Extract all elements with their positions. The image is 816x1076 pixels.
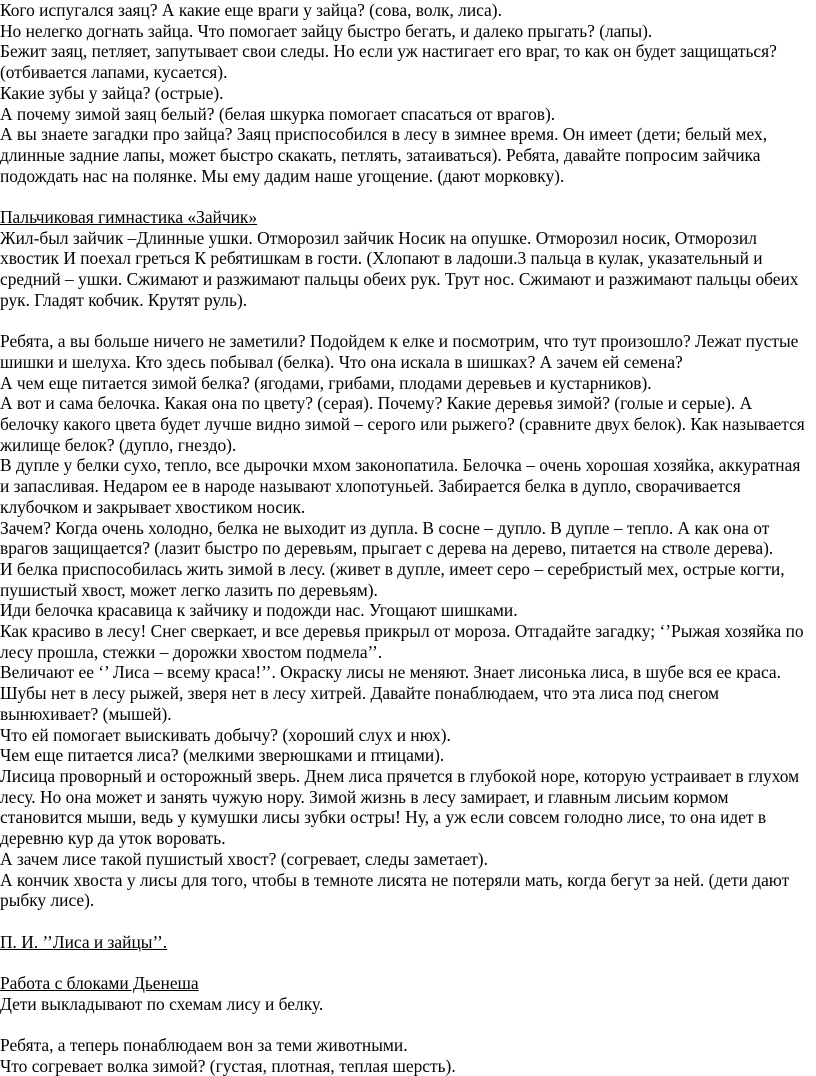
paragraph: Величают ее ‘’ Лиса – всему краса!’’. Окраску лисы не меняют. Знает лисонька лиса, в шубе вся ее краса. Шубы нет в лесу рыжей, зверя нет в лесу хитрей. Давайте понаблюдаем, что эта лиса под снегом вынюхивает? (мышей). (0, 662, 781, 724)
paragraph: А вы знаете загадки про зайца? Заяц приспособился в лесу в зимнее время. Он имеет (дети; белый мех, длинные задние лапы, может быстро скакать, петлять, затаиваться). Ребята, давайте попросим зайчика подождать нас на полянке. Мы ему дадим наше угощение. (дают морковку). (0, 124, 768, 186)
blank-line (0, 1014, 812, 1035)
paragraph: Как красиво в лесу! Снег сверкает, и все деревья прикрыл от мороза. Отгадайте загадку; ‘’Рыжая хозяйка по лесу прошла, стежки – дорожки хвостом подмела’’. (0, 621, 804, 662)
paragraph: А вот и сама белочка. Какая она по цвету? (серая). Почему? Какие деревья зимой? (голые и серые). А белочку какого цвета будет лучше видно зимой – серого или рыжего? (сравните двух белок). Как называется жилище белок? (дупло, гнездо). (0, 393, 805, 455)
paragraph: В дупле у белки сухо, тепло, все дырочки мхом законопатила. Белочка – очень хорошая хозяйка, аккуратная и запасливая. Недаром ее в народе называют хлопотуньей. Забирается белка в дупло, сворачивается клубочком и закрывает хвостиком носик. (0, 455, 801, 517)
paragraph: Чем еще питается лиса? (мелкими зверюшками и птицами). (0, 745, 445, 766)
paragraph: Ребята, а вы больше ничего не заметили? Подойдем к елке и посмотрим, что тут произошло? Лежат пустые шишки и шелуха. Кто здесь побывал (белка). Что она искала в шишках? А зачем ей семена? (0, 331, 799, 372)
section-heading: Пальчиковая гимнастика «Зайчик» (0, 207, 258, 228)
paragraph: А зачем лисе такой пушистый хвост? (согревает, следы заметает). (0, 848, 488, 869)
paragraph: Лисица проворный и осторожный зверь. Днем лиса прячется в глубокой норе, которую устраивает в глухом лесу. Но она может и занять чужую нору. Зимой жизнь в лесу замирает, и главным лисьим кормом становится мыши, ведь у кумушки лисы зубки остры! Ну, а уж если совсем голодно лисе, то она идет в деревню кур да уток воровать. (0, 765, 800, 849)
paragraph: А почему зимой заяц белый? (белая шкурка помогает спасаться от врагов). (0, 103, 556, 124)
paragraph: А кончик хвоста у лисы для того, чтобы в темноте лисята не потеряли мать, когда бегут за ней. (дети дают рыбку лисе). (0, 869, 790, 911)
blank-line (0, 311, 812, 332)
paragraph: Что согревает волка зимой? (густая, плотная, теплая шерсть). (0, 1055, 456, 1076)
paragraph: Бежит заяц, петляет, запутывает свои следы. Но если уж настигает его враг, то как он будет защищаться? (отбивается лапами, кусается). (0, 41, 777, 83)
paragraph: Зачем? Когда очень холодно, белка не выходит из дупла. В сосне – дупло. В дупле – тепло. А как она от врагов защищается? (лазит быстро по деревьям, прыгает с дерева на дерево, питается на стволе дерева). (0, 517, 774, 559)
paragraph: А чем еще питается зимой белка? (ягодами, грибами, плодами деревьев и кустарников). (0, 372, 652, 393)
paragraph: Но нелегко догнать зайца. Что помогает зайцу быстро бегать, и далеко прыгать? (лапы). (0, 20, 653, 41)
paragraph: Ребята, а теперь понаблюдаем вон за теми животными. (0, 1035, 408, 1056)
blank-line (0, 186, 812, 207)
section-heading: П. И. ’’Лиса и зайцы’’. (0, 931, 168, 952)
paragraph: Жил-был зайчик –Длинные ушки. Отморозил зайчик Носик на опушке. Отморозил носик, Отморозил хвостик И поехал греться К ребятишкам в гости. (Хлопают в ладоши.3 пальца в кулак, указательный и средний – ушки. Сжимают и разжимают пальцы обеих рук. Трут нос. Сжимают и разжимают пальцы обеих рук. Гладят кобчик. Крутят руль). (0, 227, 799, 310)
paragraph: Что ей помогает выискивать добычу? (хороший слух и нюх). (0, 724, 451, 745)
section-heading: Работа с блоками Дьенеша (0, 972, 199, 993)
blank-line (0, 952, 812, 973)
blank-line (0, 911, 812, 932)
paragraph: Дети выкладывают по схемам лису и белку. (0, 993, 324, 1014)
paragraph: Иди белочка красавица к зайчику и подожди нас. Угощают шишками. (0, 600, 518, 621)
paragraph: И белка приспособилась жить зимой в лесу. (живет в дупле, имеет серо – серебристый мех, острые когти, пушистый хвост, может легко лазить по деревьям). (0, 558, 785, 600)
paragraph: Кого испугался заяц? А какие еще враги у зайца? (сова, волк, лиса). (0, 0, 502, 20)
paragraph: Какие зубы у зайца? (острые). (0, 82, 224, 103)
